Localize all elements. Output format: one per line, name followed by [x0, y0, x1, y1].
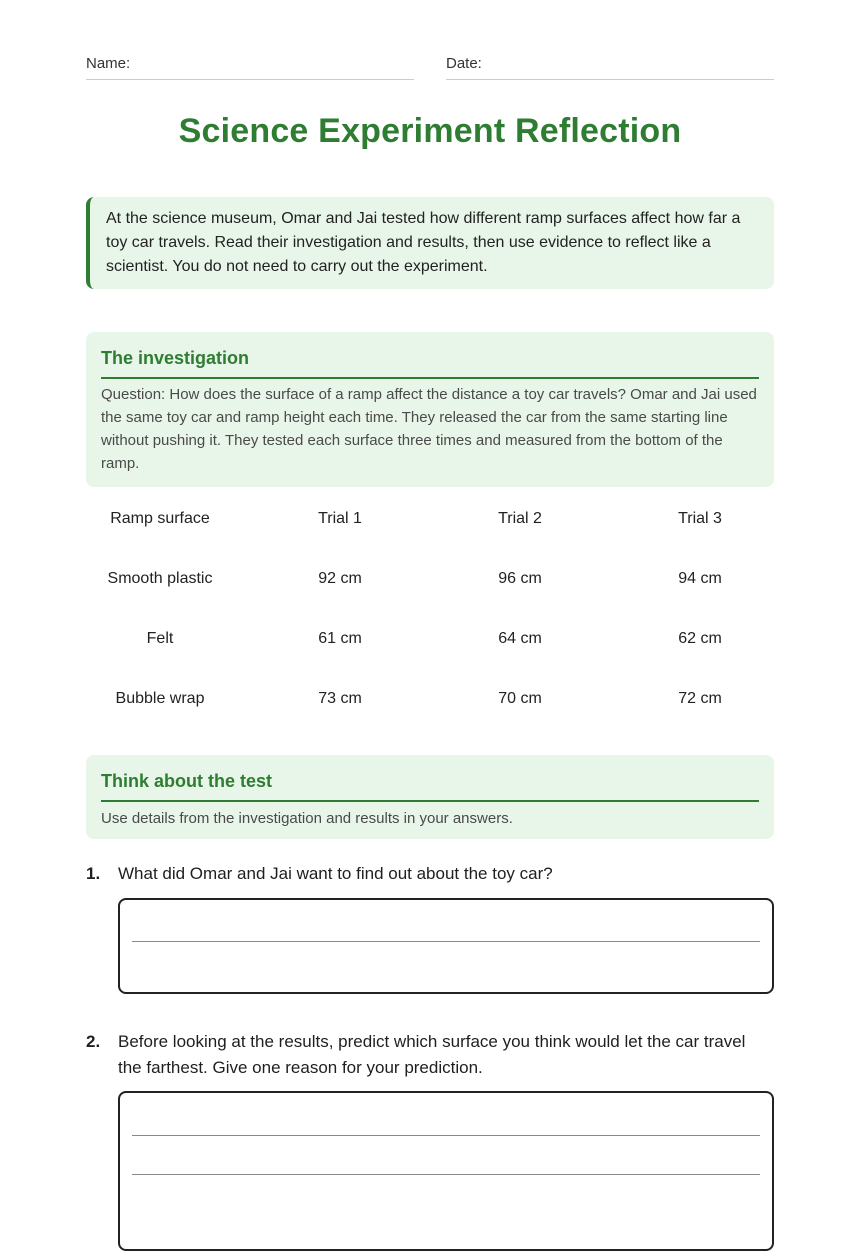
investigation-section — [86, 332, 774, 487]
question-text: Before looking at the results, predict which surface you think would let the car travel the farthest. Give one reason for your prediction. — [118, 1032, 746, 1077]
table-header-row — [70, 489, 790, 549]
trial-cell: 62 cm — [678, 630, 722, 647]
name-date-row — [86, 52, 774, 80]
trial-cell: 72 cm — [678, 690, 722, 707]
table-row — [70, 549, 790, 609]
table-row — [70, 609, 790, 669]
surface-cell: Smooth plastic — [107, 570, 213, 587]
page-title: Science Experiment Reflection — [178, 112, 682, 150]
answer-line — [132, 941, 760, 942]
think-section — [86, 755, 774, 839]
answer-line — [132, 1135, 760, 1136]
trial-cell: 73 cm — [318, 690, 362, 707]
intro-callout: At the science museum, Omar and Jai tested how different ramp surfaces affect how far a toy car travels. Read their investigation and results, then use evidence to reflect like a scientist. You do not need to carry out the experiment. — [86, 197, 774, 289]
column-header: Trial 1 — [318, 510, 362, 527]
trial-cell: 64 cm — [498, 630, 542, 647]
name-field[interactable] — [86, 52, 414, 80]
trial-cell: 96 cm — [498, 570, 542, 587]
results-table — [70, 489, 790, 729]
trial-cell: 92 cm — [318, 570, 362, 587]
investigation-heading: The investigation — [101, 346, 759, 379]
column-header: Trial 2 — [498, 510, 542, 527]
column-header: Trial 3 — [678, 510, 722, 527]
answer-line — [132, 1174, 760, 1175]
trial-cell: 94 cm — [678, 570, 722, 587]
investigation-text: Question: How does the surface of a ramp affect the distance a toy car travels? Omar and Jai used the same toy car and ramp height each time. They released the car from the same starting line without pushing it. They tested each surface three times and measured from the bottom of the ramp. — [101, 386, 757, 472]
think-text: Use details from the investigation and results in your answers. — [101, 810, 513, 827]
answer-box-1[interactable] — [118, 898, 774, 994]
trial-cell: 70 cm — [498, 690, 542, 707]
think-heading: Think about the test — [101, 769, 759, 802]
question-number: 2. — [86, 1032, 101, 1051]
surface-cell: Felt — [146, 630, 174, 647]
name-label: Name: — [86, 55, 131, 72]
answer-box-2[interactable] — [118, 1091, 774, 1251]
trial-cell: 61 cm — [318, 630, 362, 647]
date-label: Date: — [446, 55, 482, 72]
table-row — [70, 669, 790, 729]
date-field[interactable] — [446, 52, 774, 80]
question-number: 1. — [86, 864, 101, 883]
column-header: Ramp surface — [110, 510, 210, 527]
surface-cell: Bubble wrap — [115, 690, 205, 707]
question-text: What did Omar and Jai want to find out about the toy car? — [118, 864, 553, 883]
